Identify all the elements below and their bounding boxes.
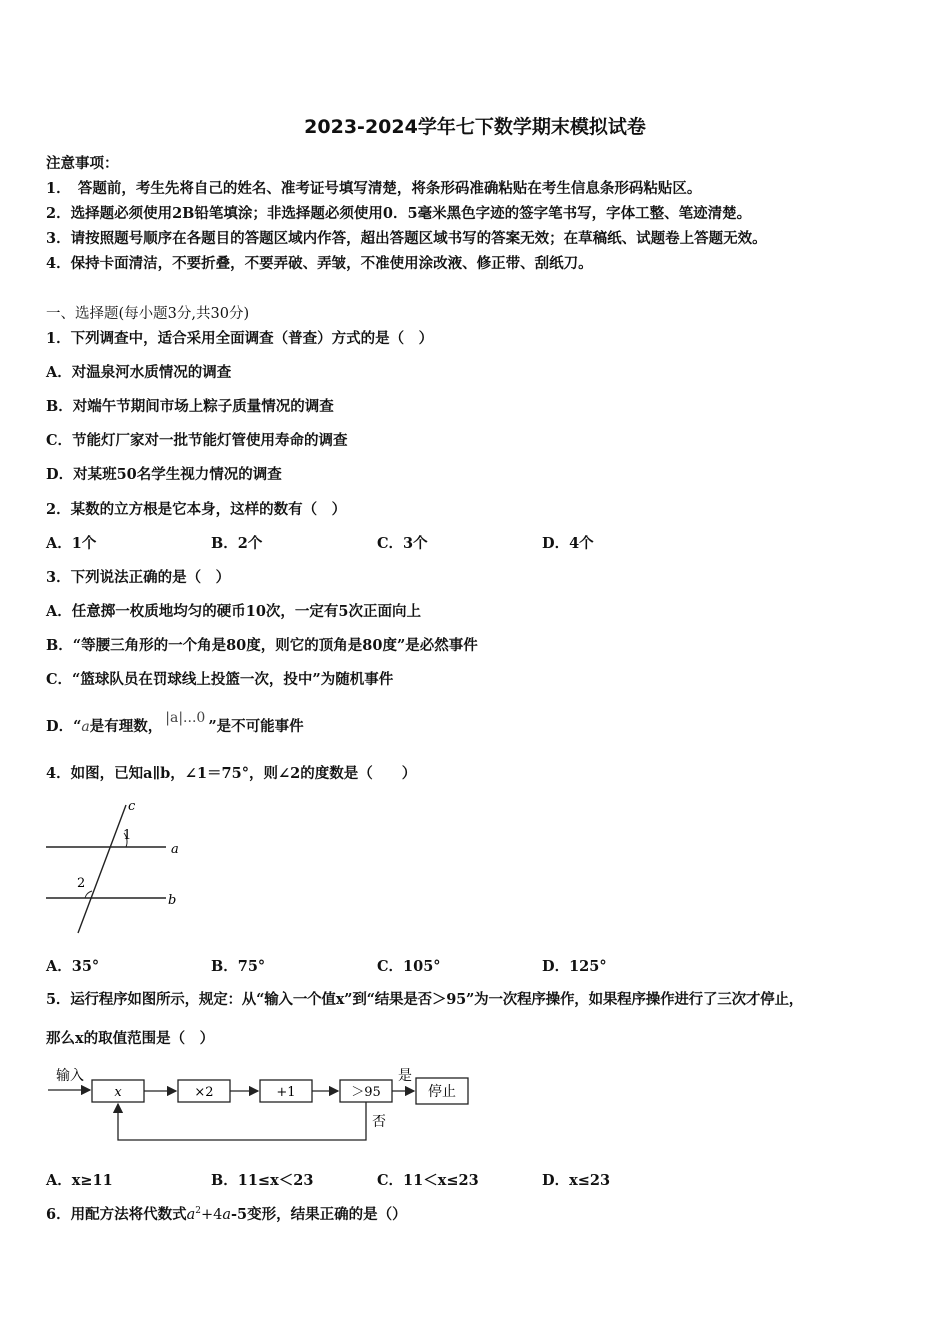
option-d-prefix: D．“ <box>46 718 82 735</box>
line-c <box>78 805 126 933</box>
label-a: a <box>171 842 179 857</box>
question-5-option-c: C．11＜x≤23 <box>377 1172 479 1189</box>
question-4-option-a: A．35° <box>46 958 100 975</box>
flow-box-mul-text: ×2 <box>194 1085 214 1100</box>
question-5-option-d: D．x≤23 <box>542 1172 611 1189</box>
notice-item-1: 1． 答题前，考生先将自己的姓名、准考证号填写清楚，将条形码准确粘贴在考生信息条形码粘贴区。 <box>46 180 702 197</box>
question-6-prefix: 6．用配方法将代数式 <box>46 1206 187 1223</box>
abs-formula: |a|...0 <box>165 710 206 726</box>
question-2-option-b: B．2个 <box>211 535 263 552</box>
question-5-option-b: B．11≤x＜23 <box>211 1172 314 1189</box>
option-d-middle: 是有理数， <box>89 718 163 735</box>
question-3-option-a: A．任意掷一枚质地均匀的硬币10次，一定有5次正面向上 <box>46 603 422 620</box>
question-1-option-b: B．对端午节期间市场上粽子质量情况的调查 <box>46 398 334 415</box>
notice-heading: 注意事项： <box>46 155 119 172</box>
exponent-2: 2 <box>195 1206 201 1217</box>
term-plus-4: +4 <box>200 1207 223 1223</box>
section-heading: 一、选择题(每小题3分,共30分) <box>46 306 250 322</box>
flow-no-label: 否 <box>372 1114 386 1130</box>
question-1-option-d: D．对某班50名学生视力情况的调查 <box>46 466 282 483</box>
question-2-stem: 2．某数的立方根是它本身，这样的数有（ ） <box>46 501 347 518</box>
question-1-option-a: A．对温泉河水质情况的调查 <box>46 364 232 381</box>
question-2-option-a: A．1个 <box>46 535 97 552</box>
variable-a: a <box>186 1207 196 1223</box>
question-1-option-c: C．节能灯厂家对一批节能灯管使用寿命的调查 <box>46 432 348 449</box>
question-4-option-b: B．75° <box>211 958 266 975</box>
flow-box-compare-text: ＞95 <box>351 1085 381 1100</box>
flow-stop-text: 停止 <box>428 1084 456 1100</box>
label-angle-1: 1 <box>123 828 132 843</box>
variable-a: a <box>222 1207 232 1223</box>
question-4-option-c: C．105° <box>377 958 441 975</box>
parallel-lines-figure <box>40 795 190 935</box>
notice-item-2: 2．选择题必须使用2B铅笔填涂；非选择题必须使用0．5毫米黑色字迹的签字笔书写，字体工整、笔迹清楚。 <box>46 205 752 222</box>
notice-item-4: 4．保持卡面清洁，不要折叠，不要弄破、弄皱，不准使用涂改液、修正带、刮纸刀。 <box>46 255 593 272</box>
flow-box-add-text: +1 <box>276 1085 296 1100</box>
variable-a: a <box>81 719 90 735</box>
label-c: c <box>128 799 136 814</box>
label-angle-2: 2 <box>77 876 86 891</box>
question-3-option-b: B．“等腰三角形的一个角是80度，则它的顶角是80度”是必然事件 <box>46 637 478 654</box>
question-1-stem: 1．下列调查中，适合采用全面调查（普查）方式的是（ ） <box>46 330 434 347</box>
flow-input-label: 输入 <box>56 1068 84 1084</box>
page-title: 2023-2024学年七下数学期末模拟试卷 <box>304 116 646 138</box>
program-flowchart <box>48 1058 478 1150</box>
question-4-stem: 4．如图，已知a∥b，∠1＝75°，则∠2的度数是（ ） <box>46 765 417 782</box>
notice-item-3: 3．请按照题号顺序在各题目的答题区域内作答，超出答题区域书写的答案无效；在草稿纸、试题卷上答题无效。 <box>46 230 767 247</box>
question-2-option-d: D．4个 <box>542 535 594 552</box>
label-b: b <box>168 893 177 908</box>
question-3-option-c: C．“篮球队员在罚球线上投篮一次，投中”为随机事件 <box>46 671 394 688</box>
flow-box-x-text: x <box>114 1085 122 1100</box>
question-6-stem <box>46 1203 407 1224</box>
question-2-option-c: C．3个 <box>377 535 428 552</box>
question-5-option-a: A．x≥11 <box>46 1172 113 1189</box>
question-4-option-d: D．125° <box>542 958 607 975</box>
loop-back-arrow <box>118 1102 366 1140</box>
question-3-stem: 3．下列说法正确的是（ ） <box>46 569 231 586</box>
question-3-option-d <box>46 710 304 736</box>
question-6-tail: -5变形，结果正确的是（） <box>231 1206 407 1223</box>
question-5-stem-line-1: 5．运行程序如图所示，规定：从“输入一个值x”到“结果是否＞95”为一次程序操作，如果程序操作进行了三次才停止， <box>46 991 804 1008</box>
option-d-suffix: ”是不可能事件 <box>208 718 304 735</box>
flow-yes-label: 是 <box>398 1068 412 1084</box>
question-5-stem-line-2: 那么x的取值范围是（ ） <box>46 1030 215 1047</box>
